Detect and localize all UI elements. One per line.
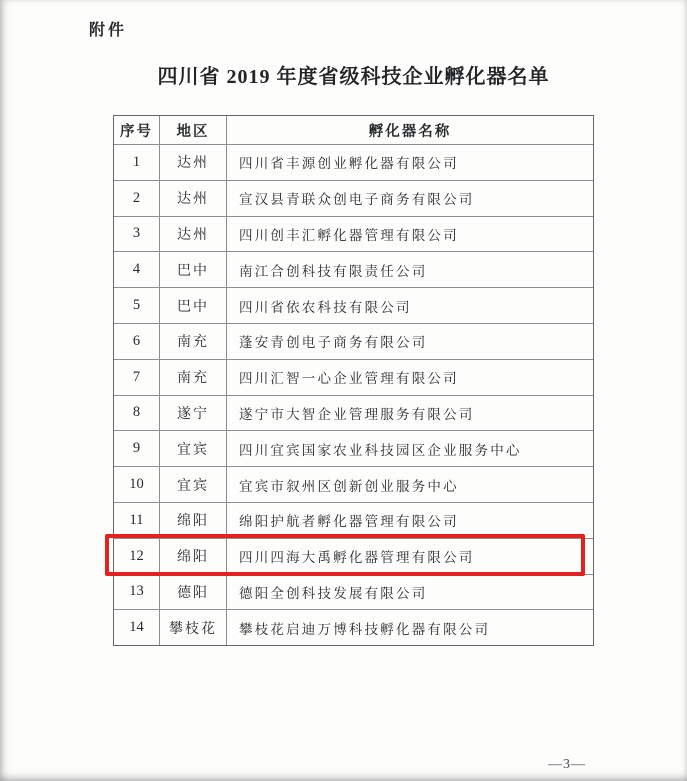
cell-region: 巴中 [159, 288, 226, 323]
page-number: —3— [548, 757, 586, 772]
cell-no: 3 [132, 225, 141, 242]
header-name: 孵化器名称 [226, 116, 593, 144]
table-row [114, 502, 593, 538]
incubator-table [113, 115, 594, 646]
table-row [114, 180, 593, 216]
cell-region: 达州 [159, 181, 226, 216]
table-row [114, 430, 593, 466]
table-row [114, 251, 593, 287]
table-row [114, 359, 593, 395]
cell-name: 四川省依农科技有限公司 [226, 288, 593, 323]
cell-name: 四川汇智一心企业管理有限公司 [226, 360, 593, 395]
cell-name: 蓬安青创电子商务有限公司 [226, 324, 593, 359]
cell-no: 14 [129, 619, 144, 636]
cell-name: 宣汉县青联众创电子商务有限公司 [226, 181, 593, 216]
cell-no: 13 [129, 583, 144, 600]
cell-no: 7 [132, 368, 141, 385]
cell-name: 南江合创科技有限责任公司 [226, 252, 593, 287]
cell-region: 达州 [159, 145, 226, 180]
table-header-row [114, 116, 593, 144]
table-row [114, 609, 593, 645]
cell-region: 宜宾 [159, 467, 226, 502]
cell-name: 德阳全创科技发展有限公司 [226, 575, 593, 610]
page-title: 四川省 2019 年度省级科技企业孵化器名单 [157, 66, 550, 88]
cell-region: 德阳 [159, 575, 226, 610]
cell-name: 绵阳护航者孵化器管理有限公司 [226, 503, 593, 538]
cell-region: 达州 [159, 217, 226, 252]
table-row [114, 395, 593, 431]
header-region: 地区 [159, 116, 226, 144]
cell-no: 8 [132, 404, 141, 421]
cell-region: 遂宁 [159, 396, 226, 431]
attachment-label: 附件 [89, 22, 128, 39]
cell-no: 10 [129, 476, 144, 493]
cell-region: 宜宾 [159, 431, 226, 466]
cell-name: 遂宁市大智企业管理服务有限公司 [226, 396, 593, 431]
cell-region: 巴中 [159, 252, 226, 287]
cell-name: 四川创丰汇孵化器管理有限公司 [226, 217, 593, 252]
table-row [114, 287, 593, 323]
cell-name: 宜宾市叙州区创新创业服务中心 [226, 467, 593, 502]
cell-name: 四川宜宾国家农业科技园区企业服务中心 [226, 431, 593, 466]
cell-region: 绵阳 [159, 539, 226, 574]
cell-name: 攀枝花启迪万博科技孵化器有限公司 [226, 610, 593, 645]
cell-name: 四川省丰源创业孵化器有限公司 [226, 145, 593, 180]
cell-no: 5 [132, 297, 141, 314]
header-no: 序号 [120, 123, 153, 140]
cell-name: 四川四海大禹孵化器管理有限公司 [226, 539, 593, 574]
table-row [114, 466, 593, 502]
cell-no: 4 [132, 261, 141, 278]
table-row [114, 323, 593, 359]
cell-region: 绵阳 [159, 503, 226, 538]
table-row [114, 538, 593, 574]
cell-no: 1 [132, 153, 141, 170]
cell-region: 攀枝花 [159, 610, 226, 645]
table-row [114, 144, 593, 180]
table-row [114, 216, 593, 252]
table-row [114, 574, 593, 610]
cell-region: 南充 [159, 360, 226, 395]
cell-no: 9 [132, 440, 141, 457]
cell-no: 11 [129, 511, 144, 528]
cell-region: 南充 [159, 324, 226, 359]
table-body [114, 144, 593, 645]
cell-no: 2 [132, 189, 141, 206]
cell-no: 12 [129, 547, 144, 564]
cell-no: 6 [132, 332, 141, 349]
